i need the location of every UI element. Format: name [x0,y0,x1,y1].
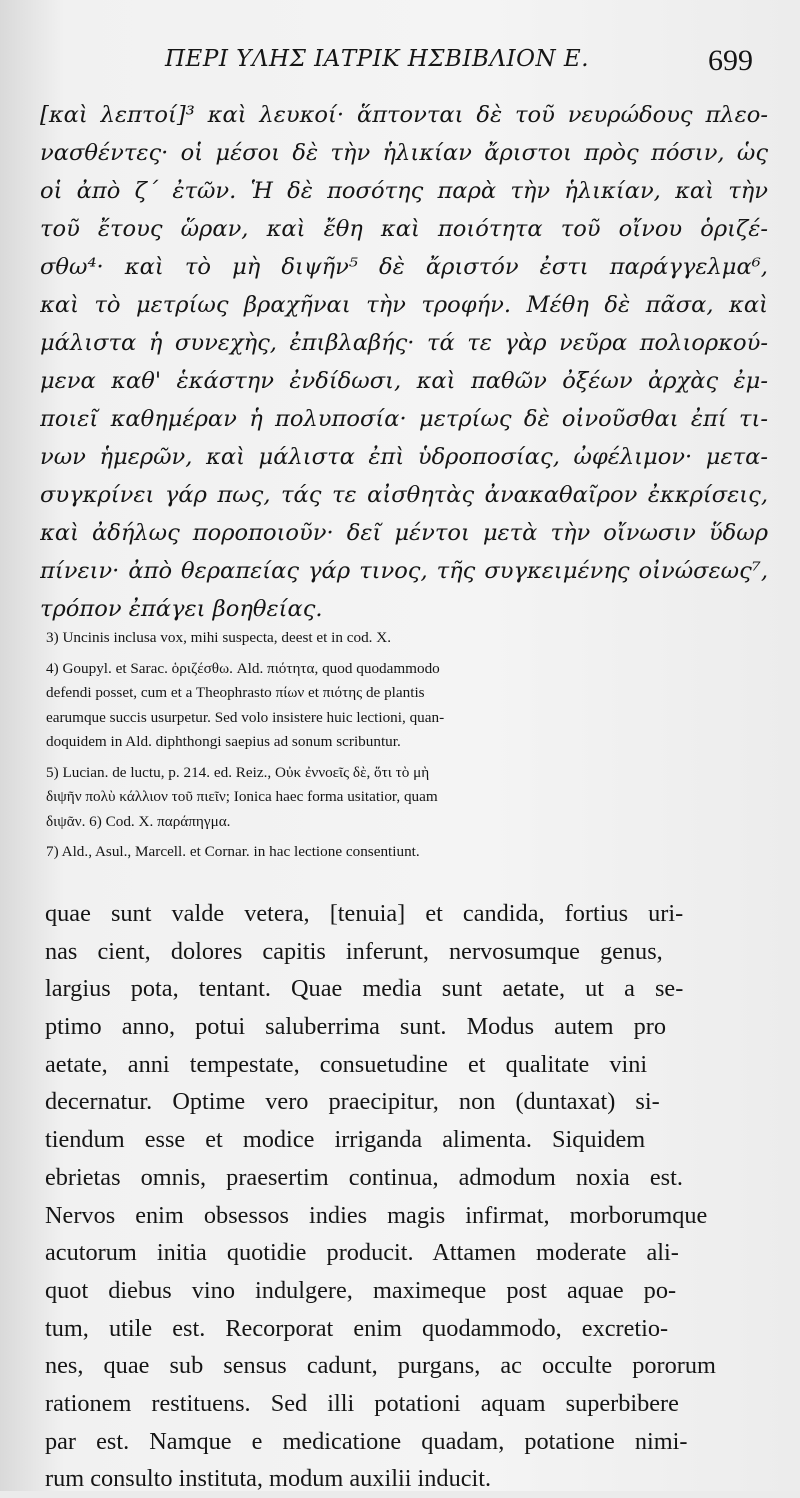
page-header [0,40,800,90]
latin-line: tum, utile est. Recorporat enim quodammodo, excretio- [45,1314,669,1342]
latin-line: rationem restituens. Sed illi potationi aquam superbibere [45,1389,679,1417]
footnotes [46,626,772,865]
greek-line: καὶ τὸ μετρίως βραχῆναι τὴν τροφήν. Μέθη δὲ πᾶσα, καὶ [40,292,768,318]
latin-line: tiendum esse et modice irriganda alimenta. Siquidem [45,1126,646,1154]
greek-line: πίνειν· ἀπὸ θεραπείας γάρ τινος, τῆς συγκειμένης οἰνώσεως⁷, [40,558,768,584]
footnote-4-line: doquidem in Ald. diphthongi saepius ad sonum scribuntur. [46,733,401,750]
latin-line: par est. Namque e medicatione quadam, potatione nimi- [45,1427,688,1455]
latin-line: nes, quae sub sensus cadunt, purgans, ac occulte pororum [45,1352,716,1380]
footnote-7: 7) Ald., Asul., Marcell. et Cornar. in hac lectione consentiunt. [46,843,420,860]
latin-line: quot diebus vino indulgere, maximeque post aquae po- [45,1276,677,1304]
footnote-3: 3) Uncinis inclusa vox, mihi suspecta, deest et in cod. X. [46,629,392,646]
latin-text-block [45,895,771,1498]
running-head: ΠΕΡΙ ΥΛΗΣ ΙΑΤΡΙΚ ΗΣΒΙΒΛΙΟΝ Ε. [165,46,590,72]
greek-line: μενα καθ' ἑκάστην ἐνδίδωσι, καὶ παθῶν ὀξέων ἀρχὰς ἐμ- [40,368,768,394]
latin-line: rum consulto instituta, modum auxilii inducit. [45,1465,492,1493]
latin-line: acutorum initia quotidie producit. Attamen moderate ali- [45,1239,679,1267]
greek-line: [καὶ λεπτοί]³ καὶ λευκοί· ἅπτονται δὲ τοῦ νευρώδους πλεο- [40,102,768,128]
footnote-5: 5) Lucian. de luctu, p. 214. ed. Reiz., Οὐκ ἐννοεῖς δὲ, ὅτι τὸ μὴ [46,763,430,781]
latin-line: quae sunt valde vetera, [tenuia] et candida, fortius uri- [45,900,684,927]
greek-line: οἱ ἀπὸ ζ΄ ἐτῶν. Ἡ δὲ ποσότης παρὰ τὴν ἡλικίαν, καὶ τὴν [40,178,768,204]
latin-line: decernatur. Optime vero praecipitur, non (duntaxat) si- [45,1088,660,1116]
latin-line: largius pota, tentant. Quae media sunt aetate, ut a se- [45,975,684,1003]
footnote-4: 4) Goupyl. et Sarac. ὁριζέσθω. Ald. πιότητα, quod quodammodo [46,659,440,677]
greek-line: συγκρίνει γάρ πως, τάς τε αἰσθητὰς ἀνακαθαῖρον ἐκκρίσεις, [40,482,768,508]
footnote-5-line: διψῆν πολὺ κάλλιον τοῦ πιεῖν; Ionica haec forma usitatior, quam [46,788,438,805]
latin-line: aetate, anni tempestate, consuetudine et qualitate vini [45,1050,648,1078]
latin-line: ebrietas omnis, praesertim continua, admodum noxia est. [45,1163,683,1191]
greek-line: νων ἡμερῶν, καὶ μάλιστα ἐπὶ ὑδροποσίας, ὠφέλιμον· μετα- [40,444,768,470]
page-number: 699 [708,44,753,77]
greek-line: μάλιστα ἡ συνεχὴς, ἐπιβλαβής· τά τε γὰρ νεῦρα πολιορκού- [40,330,768,356]
greek-line: ποιεῖ καθημέραν ἡ πολυποσία· μετρίως δὲ οἰνοῦσθαι ἐπί τι- [40,406,768,432]
greek-text-block [40,96,770,628]
greek-line: σθω⁴· καὶ τὸ μὴ διψῆν⁵ δὲ ἄριστόν ἐστι παράγγελμα⁶, [40,254,768,280]
greek-line: τοῦ ἔτους ὥραν, καὶ ἔθη καὶ ποιότητα τοῦ οἴνου ὁριζέ- [40,216,768,242]
greek-line: τρόπον ἐπάγει βοηθείας. [40,596,323,622]
greek-line: νασθέντες· οἱ μέσοι δὲ τὴν ἡλικίαν ἄριστοι πρὸς πόσιν, ὡς [40,140,768,166]
latin-line: Nervos enim obsessos indies magis infirmat, morborumque [45,1201,708,1229]
latin-line: ptimo anno, potui saluberrima sunt. Modus autem pro [45,1013,666,1041]
footnote-5-6-line: διψᾶν. 6) Cod. X. παράπηγμα. [46,812,231,830]
footnote-4-line: defendi posset, cum et a Theophrasto πίων et πιότης de plantis [46,684,425,701]
greek-line: καὶ ἀδήλως ποροποιοῦν· δεῖ μέντοι μετὰ τὴν οἴνωσιν ὕδωρ [40,520,768,546]
footnote-4-line: earumque succis usurpetur. Sed volo insistere huic lectioni, quan- [46,708,445,726]
latin-line: nas cient, dolores capitis inferunt, nervosumque genus, [45,937,663,965]
